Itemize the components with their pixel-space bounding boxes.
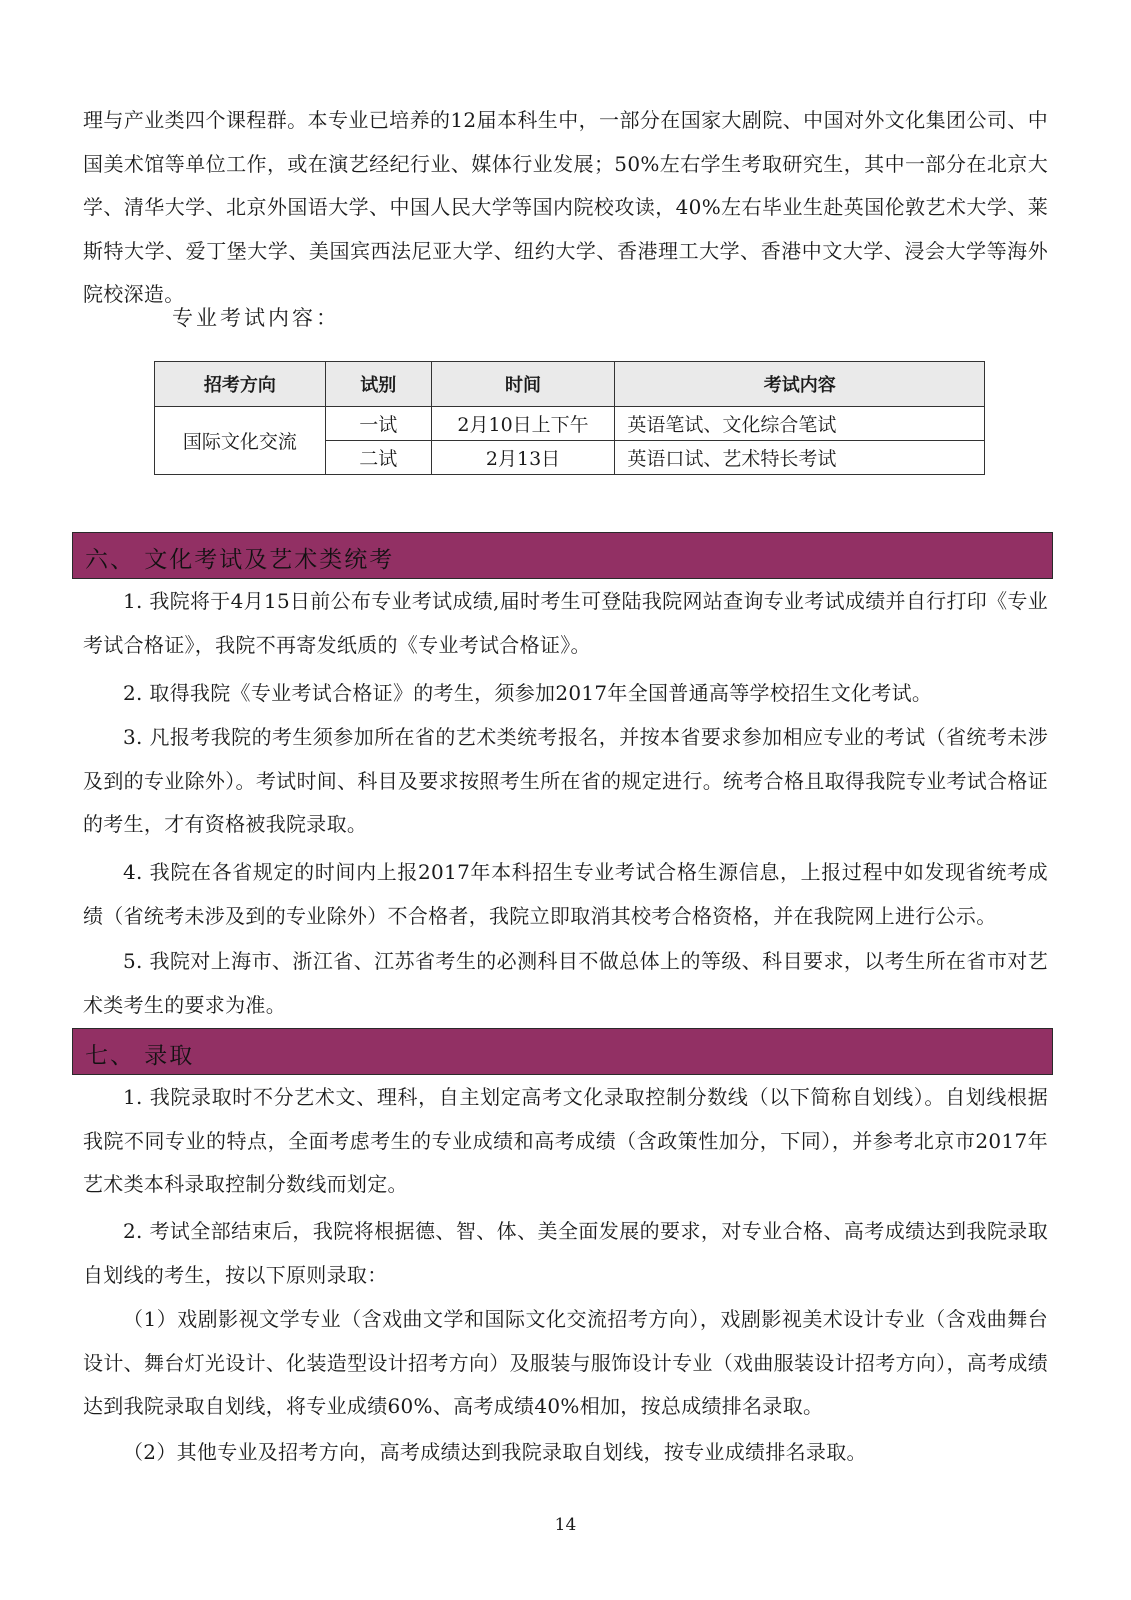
time-cell: 2月10日上下午 [431,407,615,441]
section-7-title: 七、 录取 [85,1043,195,1069]
section-6-header [72,532,1053,579]
header-direction: 招考方向 [155,362,326,407]
intro-paragraph: 理与产业类四个课程群。本专业已培养的12届本科生中，一部分在国家大剧院、中国对外文化集团公司、中国美术馆等单位工作，或在演艺经纪行业、媒体行业发展；50%左右学生考取研究生，其中一部分在北京大学、清华大学、北京外国语大学、中国人民大学等国内院校攻读，40%左右毕业生赴英国伦敦艺术大学、莱斯特大学、爱丁堡大学、美国宾西法尼亚大学、纽约大学、香港理工大学、香港中文大学、浸会大学等海外院校深造。 [83,108,1048,306]
time-cell: 2月13日 [431,441,615,475]
section-7-header [72,1028,1053,1075]
section-6-paragraph-2: 2. 取得我院《专业考试合格证》的考生，须参加2017年全国普通高等学校招生文化考试。 [123,681,933,705]
page-number: 14 [554,1515,577,1535]
exam-content-title: 专业考试内容： [172,306,340,330]
table-header-row [155,362,985,407]
header-exam-type: 试别 [325,362,431,407]
direction-cell: 国际文化交流 [155,407,326,475]
section-7-paragraph-1: 1. 我院录取时不分艺术文、理科，自主划定高考文化录取控制分数线（以下简称自划线）。自划线根据我院不同专业的特点，全面考虑考生的专业成绩和高考成绩（含政策性加分，下同），并参考北京市2017年艺术类本科录取控制分数线而划定。 [83,1085,1048,1196]
section-7-paragraph-4: （2）其他专业及招考方向，高考成绩达到我院录取自划线，按专业成绩排名录取。 [123,1440,867,1464]
header-time: 时间 [431,362,615,407]
exam-type-cell: 一试 [325,407,431,441]
section-6-paragraph-4: 4. 我院在各省规定的时间内上报2017年本科招生专业考试合格生源信息，上报过程中如发现省统考成绩（省统考未涉及到的专业除外）不合格者，我院立即取消其校考合格资格，并在我院网上进行公示。 [83,860,1048,928]
section-7-paragraph-2: 2. 考试全部结束后，我院将根据德、智、体、美全面发展的要求，对专业合格、高考成绩达到我院录取自划线的考生，按以下原则录取： [83,1219,1048,1287]
content-cell: 英语笔试、文化综合笔试 [615,407,985,441]
section-7-paragraph-3: （1）戏剧影视文学专业（含戏曲文学和国际文化交流招考方向），戏剧影视美术设计专业（含戏曲舞台设计、舞台灯光设计、化装造型设计招考方向）及服装与服饰设计专业（戏曲服装设计招考方向），高考成绩达到我院录取自划线，将专业成绩60%、高考成绩40%相加，按总成绩排名录取。 [83,1307,1048,1418]
content-cell: 英语口试、艺术特长考试 [615,441,985,475]
exam-content-table [154,361,985,475]
section-6-paragraph-1: 1. 我院将于4月15日前公布专业考试成绩,届时考生可登陆我院网站查询专业考试成绩并自行打印《专业考试合格证》，我院不再寄发纸质的《专业考试合格证》。 [83,589,1048,657]
table-row [155,407,985,441]
exam-type-cell: 二试 [325,441,431,475]
section-6-paragraph-5: 5. 我院对上海市、浙江省、江苏省考生的必测科目不做总体上的等级、科目要求，以考生所在省市对艺术类考生的要求为准。 [83,949,1048,1017]
header-content: 考试内容 [615,362,985,407]
section-6-title: 六、 文化考试及艺术类统考 [85,547,395,573]
section-6-paragraph-3: 3. 凡报考我院的考生须参加所在省的艺术类统考报名，并按本省要求参加相应专业的考试（省统考未涉及到的专业除外）。考试时间、科目及要求按照考生所在省的规定进行。统考合格且取得我院专业考试合格证的考生，才有资格被我院录取。 [83,725,1048,836]
